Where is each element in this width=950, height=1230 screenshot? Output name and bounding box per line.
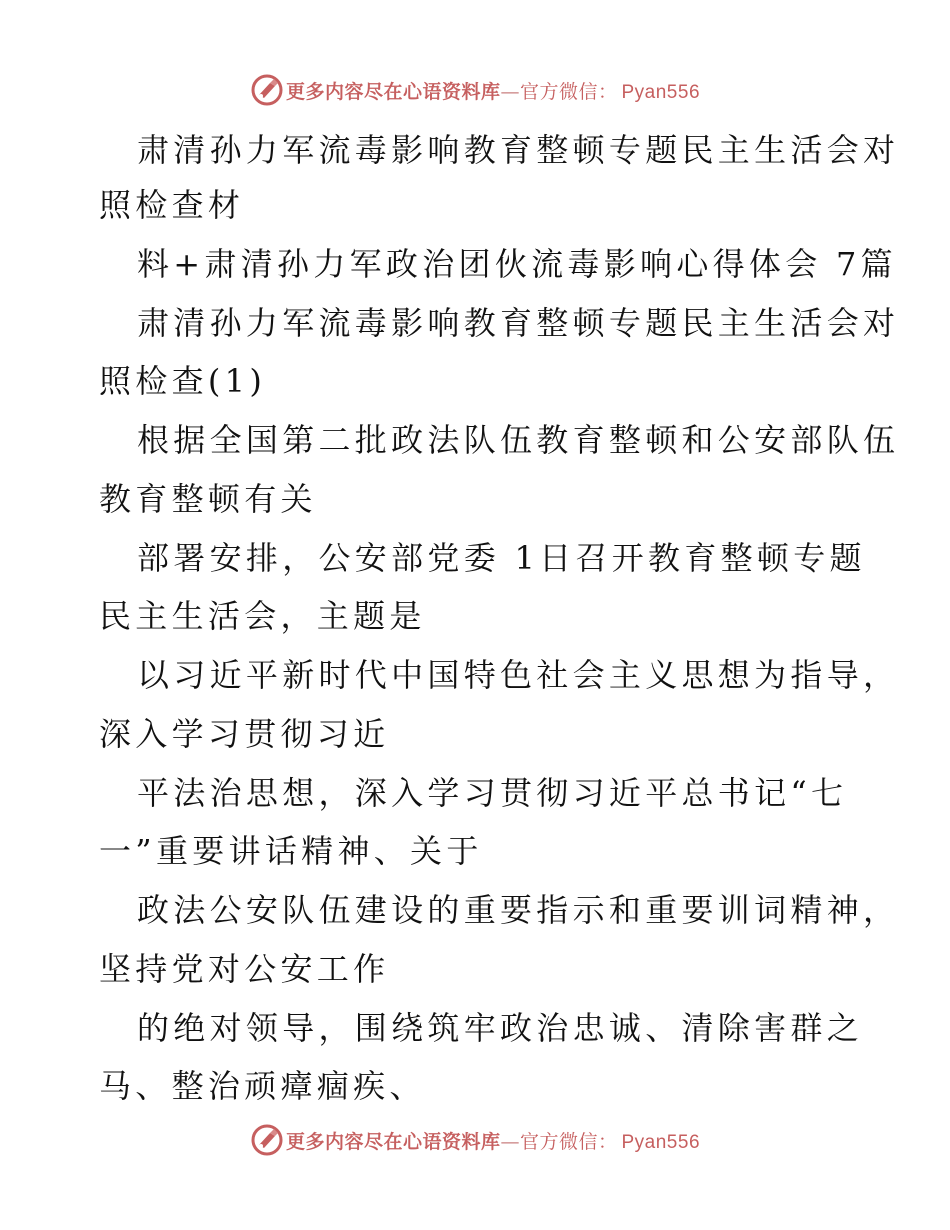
text-line: 平法治思想，深入学习贯彻习近平总书记“七 (137, 774, 848, 812)
banner-wechat-id: Pyan556 (621, 1131, 701, 1153)
banner-wechat-label: 官方微信： (519, 80, 618, 103)
banner-dash: — (500, 80, 520, 103)
text-line: 根据全国第二批政法队伍教育整顿和公安部队伍 (137, 421, 900, 459)
text-line: 料+肃清孙力军政治团伙流毒影响心得体会 7篇 (137, 245, 897, 283)
footer-banner (0, 1120, 950, 1160)
banner-wechat-label: 官方微信： (519, 1130, 618, 1153)
logo-icon (250, 1123, 284, 1157)
text-line: 以习近平新时代中国特色社会主义思想为指导， (137, 656, 900, 694)
text-line: 照检查(1) (99, 362, 267, 400)
banner-brand: 更多内容尽在心语资料库 (285, 80, 501, 103)
text-line: 马、整治顽瘴痼疾、 (99, 1067, 426, 1105)
logo-icon (250, 73, 284, 107)
text-line: 一”重要讲话精神、关于 (99, 832, 483, 870)
text-line: 照检查材 (99, 186, 245, 224)
banner-dash: — (500, 1130, 520, 1153)
header-banner (0, 70, 950, 110)
text-line: 部署安排，公安部党委 1日召开教育整顿专题 (137, 539, 866, 577)
banner-wechat-id: Pyan556 (621, 81, 701, 103)
text-line: 的绝对领导，围绕筑牢政治忠诚、清除害群之 (137, 1009, 864, 1047)
text-line: 教育整顿有关 (99, 480, 317, 518)
text-line: 坚持党对公安工作 (99, 950, 390, 988)
text-line: 政法公安队伍建设的重要指示和重要训词精神， (137, 891, 900, 929)
text-line: 肃清孙力军流毒影响教育整顿专题民主生活会对 (137, 304, 900, 342)
text-line: 肃清孙力军流毒影响教育整顿专题民主生活会对 (137, 131, 900, 169)
text-line: 深入学习贯彻习近 (99, 715, 390, 753)
banner-brand: 更多内容尽在心语资料库 (285, 1130, 501, 1153)
text-line: 民主生活会，主题是 (99, 597, 426, 635)
